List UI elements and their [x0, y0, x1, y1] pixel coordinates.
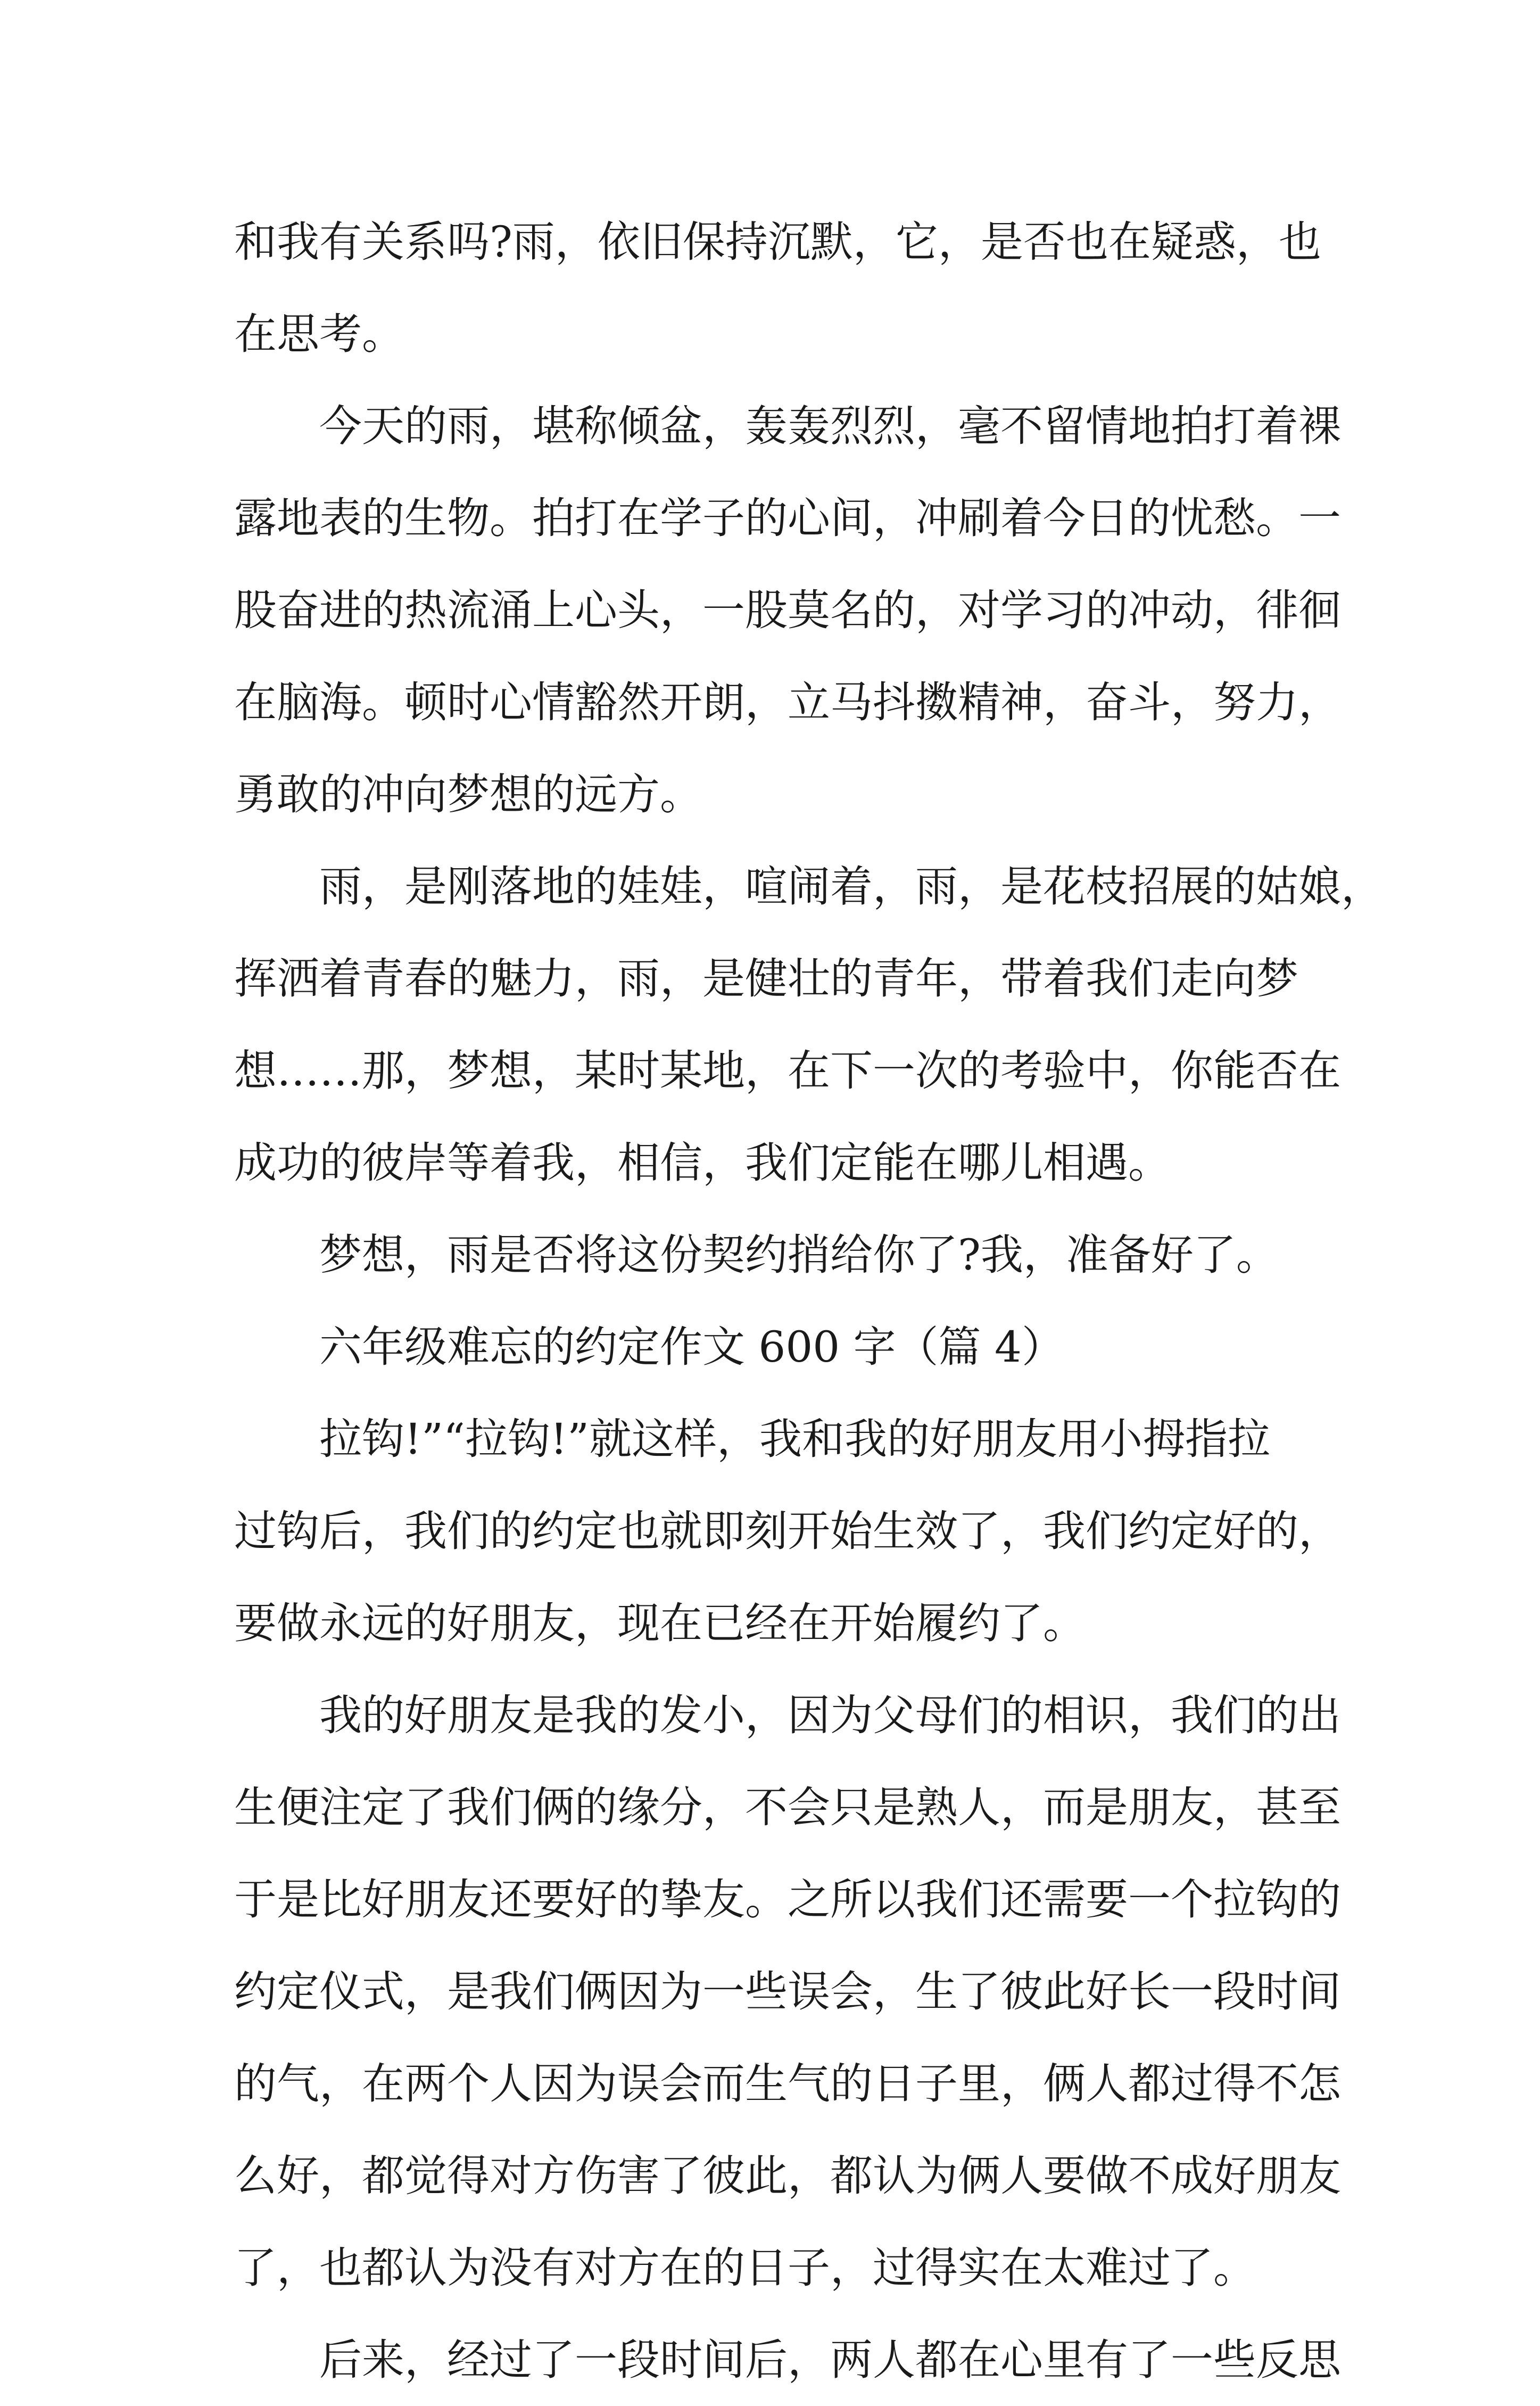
text-line: 生便注定了我们俩的缘分，不会只是熟人，而是朋友，甚至: [234, 1783, 1341, 1832]
text-line: 在思考。: [234, 309, 404, 359]
text-line: 要做永远的好朋友，现在已经在开始履约了。: [234, 1598, 1086, 1648]
text-line: 和我有关系吗?雨，依旧保持沉默，它，是否也在疑惑，也: [234, 217, 1321, 267]
text-line: 股奋进的热流涌上心头，一股莫名的，对学习的冲动，徘徊: [234, 586, 1341, 635]
section-heading: 六年级难忘的约定作文 600 字（篇 4）: [319, 1322, 1064, 1372]
paragraph-start-line: 今天的雨，堪称倾盆，轰轰烈烈，毫不留情地拍打着裸: [319, 401, 1341, 451]
paragraph-start-line: 后来，经过了一段时间后，两人都在心里有了一些反思: [319, 2335, 1341, 2385]
text-line: 勇敢的冲向梦想的远方。: [234, 770, 702, 819]
text-line: 于是比好朋友还要好的挚友。之所以我们还需要一个拉钩的: [234, 1875, 1341, 1924]
body-text: [234, 196, 1384, 2406]
text-line: 约定仪式，是我们俩因为一些误会，生了彼此好长一段时间: [234, 1967, 1341, 2016]
paragraph-start-line: 梦想，雨是否将这份契约捎给你了?我，准备好了。: [319, 1230, 1279, 1280]
text-line: 挥洒着青春的魅力，雨，是健壮的青年，带着我们走向梦: [234, 954, 1298, 1003]
text-line: 想……那，梦想，某时某地，在下一次的考验中，你能否在: [234, 1046, 1341, 1095]
text-line: 过钩后，我们的约定也就即刻开始生效了，我们约定好的，: [234, 1506, 1341, 1556]
text-line: 露地表的生物。拍打在学子的心间，冲刷着今日的忧愁。一: [234, 493, 1341, 543]
text-line: 在脑海。顿时心情豁然开朗，立马抖擞精神，奋斗，努力，: [234, 678, 1341, 727]
text-line: 了，也都认为没有对方在的日子，过得实在太难过了。: [234, 2243, 1256, 2293]
text-line: 么好，都觉得对方伤害了彼此，都认为俩人要做不成好朋友: [234, 2151, 1341, 2201]
paragraph-start-line: 我的好朋友是我的发小，因为父母们的相识，我们的出: [319, 1691, 1341, 1740]
text-line: 成功的彼岸等着我，相信，我们定能在哪儿相遇。: [234, 1138, 1171, 1188]
text-line: 的气，在两个人因为误会而生气的日子里，俩人都过得不怎: [234, 2059, 1341, 2108]
paragraph-start-line: 雨，是刚落地的娃娃，喧闹着，雨，是花枝招展的姑娘，: [319, 862, 1384, 911]
paragraph-start-line: 拉钩!”“拉钩!”就这样，我和我的好朋友用小拇指拉: [319, 1414, 1270, 1464]
